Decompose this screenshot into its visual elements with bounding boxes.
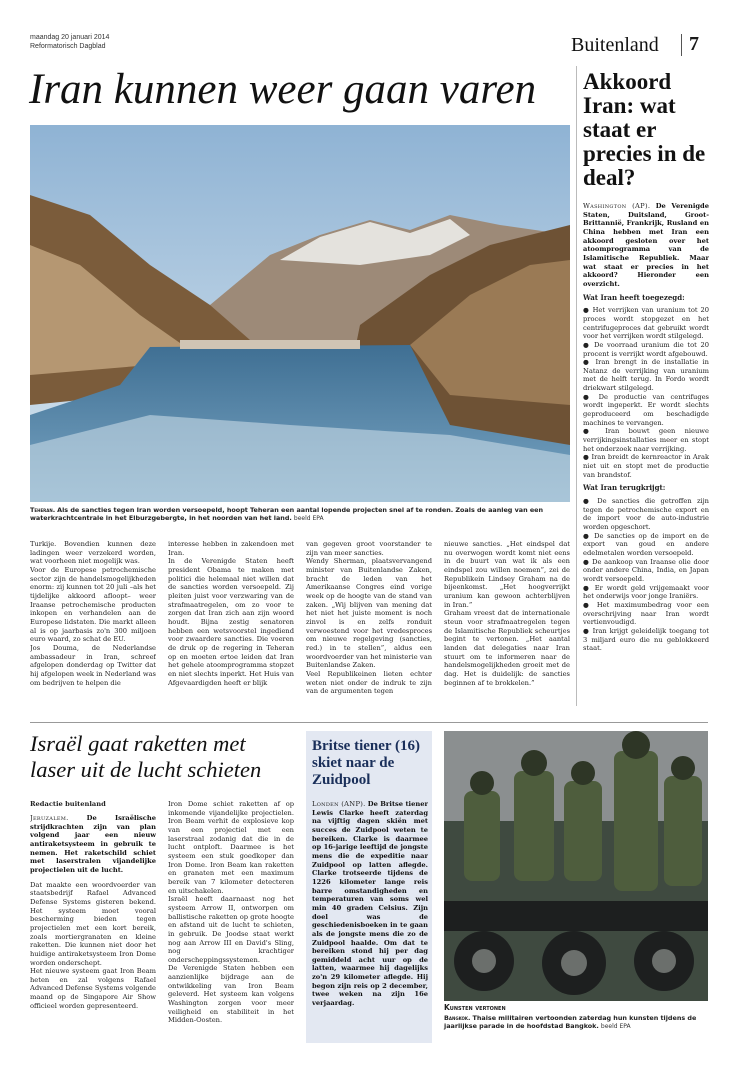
sidebar-subhead-commitments: Wat Iran heeft toegezegd: [583, 292, 685, 302]
sidebar-article [583, 202, 709, 708]
soldiers-photo [444, 731, 708, 1001]
photo2-caption-text: Thaise militairen vertoonden zaterdag hun kunsten tijdens de jaarlijkse parade in de hoofdstad Bangkok. [444, 1014, 697, 1031]
israel-col-2: Iron Dome schiet raketten af op inkomende vijandelijke projectielen. Iron Beam verhit de explosieve kop van een projectiel met een laserstraal zodanig dat die in de lucht ontploft. Daarmee is het systeem een stuk goedkoper dan Iron Dome. Iron Beam kan raketten en granaten met een maximum bereik van 7 kilometer detecteren en uitschakelen. Israël heeft daarnaast nog het systeem Arrow II, ontworpen om ballistische raketten op grote hoogte en afstand uit de lucht te schieten, in gebruik. De Joodse staat werkt nog aan Arrow III en David's Sling, nog krachtiger onderscheppingssystemen. De Verenigde Staten hebben een aanzienlijke bijdrage aan de ontwikkeling van Iron Beam geleverd. Het systeem kan volgens Washington zorgen voor meer veiligheid en stabiliteit in het Midden-Oosten. [168, 800, 294, 1025]
return-item: ● Het maximumbedrag voor een overschrijving naar Iran wordt vertienvoudigd. [583, 600, 709, 627]
sidebar-intro: De Verenigde Staten, Duitsland, Groot-Brittannië, Frankrijk, Rusland en China hebben met Iran een akkoord gesloten over het atoomprogramma van de Islamitische Republiek. Maar wat staat er precies in het akkoord? Hieronder een overzicht. [583, 202, 709, 288]
section-separator [30, 722, 708, 723]
return-item: ● De sancties die getroffen zijn tegen de petrochemische export en de import voor de auto-industrie worden opgeschort. [583, 497, 709, 531]
commitment-item: ● Iran breidt de kernreactor in Arak niet uit en stopt met de productie van brandstof. [583, 453, 709, 479]
sidebar-subhead-returns: Wat Iran terugkrijgt: [583, 483, 666, 493]
main-photo-caption [30, 506, 570, 524]
main-article-col-4: nieuwe sancties. „Het eindspel dat nu overwogen wordt komt niet eens in de buurt van wat ik als een eindspel zou willen noemen”, zei de Republikein Lindsey Graham na de bijeenkomst. „Het hoogverrijkt uranium kan gewoon achterblijven in Iran.” Graham vreest dat de internationale steun voor strafmaatregelen tegen de Islamitische Republiek scheurtjes begint te vertonen. „Het aantal landen dat delegaties naar Iran stuurt om te informeren naar de handelsmogelijkheden groeit met de dag. Het is duidelijk: de sancties beginnen af te brokkelen.” [444, 540, 570, 687]
israel-byline: Redactie buitenland [30, 800, 106, 808]
israel-body-1: Dat maakte een woordvoerder van staatsbedrijf Rafael Advanced Defense Systems gisteren bekend. Het systeem moet vooral bescherming bieden tegen projectielen met een kort bereik, zoals mortiergranaten en kleine raketten. Die kunnen niet door het huidige antiraketsysteem Iron Dome worden onderschept. Het nieuwe systeem gaat Iron Beam heten en zal volgens Rafael Advanced Defense Systems volgende maand op de Singapore Air Show officieel worden gepresenteerd. [30, 880, 156, 1010]
israel-headline-line-1: Israël gaat raketten met [30, 731, 246, 756]
tiener-article [312, 800, 428, 1040]
caption-dateline: Teheran. [30, 506, 56, 514]
main-article-col-2: interesse hebben in zakendoen met Iran. In de Verenigde Staten heeft president Obama te maken met politici die helemaal niet willen dat de sancties worden versoepeld. Zij pleiten juist voor verzwaring van de strafmaatregelen, om zo voor te zorgen dat Iran zich aan zijn woord houdt. Bijna zestig senatoren hebben een wetsvoorstel ingediend voor zwaardere sancties. Die voeren de druk op de regering in Teheran op en moeten ertoe leiden dat Iran het gehele atoomprogramma stopzet en niet slechts inperkt. Het Huis van Afgevaardigden heeft er blijk [168, 540, 294, 687]
commitment-item: ● De voorraad uranium die tot 20 procent is verrijkt wordt afgebouwd. [583, 340, 709, 358]
commitment-item: ● Iran bouwt geen nieuwe verrijkingsinstallaties meer en stopt het onderzoek naar verrijking. [583, 427, 709, 453]
return-item: ● Iran krijgt geleidelijk toegang tot 3 miljard euro die nu geblokkeerd staat. [583, 626, 709, 653]
israel-headline-line-2: laser uit de lucht schieten [30, 757, 262, 782]
israel-col-1 [30, 814, 156, 1044]
page-number: 7 [689, 33, 699, 55]
israel-dateline: Jeruzalem. [30, 814, 69, 822]
tiener-dateline: Londen (ANP). [312, 800, 366, 808]
photo2-caption [444, 1014, 708, 1032]
edition-date: maandag 20 januari 2014 [30, 34, 110, 41]
reservoir-photo [30, 125, 570, 502]
return-item: ● De aankoop van Iraanse olie door onder andere China, India, en Japan wordt versoepeld. [583, 557, 709, 583]
commitment-item: ● De productie van centrifuges wordt ingeperkt. Er wordt slechts geproduceerd om beschadigde machines te vervangen. [583, 392, 709, 427]
sidebar-divider [576, 66, 577, 706]
tiener-body: De Britse tiener Lewis Clarke heeft zaterdag na vijftig dagen skiën met succes de Zuidpool weten te bereiken. Clarke is daarmee op 16-jarige leeftijd de jongste mens die de expeditie naar Zuidpool op latten aflegde. Clarke trotseerde tijdens de 1226 kilometer lange reis barre omstandigheden en temperaturen van soms wel min 40 graden Celsius. Zijn doel was de geschiedenisboeken in te gaan als de jongste mens die zo de Zuidpool haalde. Om dat te bereiken stond hij per dag gemiddeld acht uur op de latten, waarmee hij dagelijks zo'n 29 kilometer aflegde. Hij begon zijn reis op 2 december, twee weken na zijn 16e verjaardag. [312, 800, 428, 1008]
photo2-kicker: Kunsten vertonen [444, 1003, 506, 1012]
commitment-item: ● Iran brengt in de installatie in Natanz de verrijking van uranium met de helft terug. In Fordo wordt driekwart stilgelegd. [583, 358, 709, 393]
tiener-headline: Britse tiener (16) skiet naar de Zuidpool [312, 738, 421, 788]
main-article-col-3: van gegeven groot voorstander te zijn van meer sancties. Wendy Sherman, plaatsvervangend minister van Buitenlandse Zaken, bracht de leden van het Amerikaanse Congres eind vorige week op de hoogte van de stand van zaken. „Wij blijven van mening dat het niet het juiste moment is noch zinvol is en zelfs ronduit verwoestend voor het vredesproces om nieuwe regelgeving (sancties, red.) in te stellen”, aldus een woordvoerder van het ministerie van Buitenlandse Zaken. Veel Republikeinen lieten echter weten niet onder de indruk te zijn van de argumenten tegen [306, 540, 432, 696]
main-headline: Iran kunnen weer gaan varen [29, 66, 537, 113]
return-item: ● Er wordt geld vrijgemaakt voor het onderwijs voor jonge Iraniërs. [583, 583, 709, 601]
caption-credit: beeld EPA [293, 515, 324, 523]
caption-text: Als de sancties tegen Iran worden versoepeld, hoopt Teheran een aantal lopende projecten snel af te ronden. Zoals de aanleg van een waterkrachtcentrale in het Elburzgebergte, in het noorden van het land. [30, 506, 544, 523]
main-article-col-1: Turkije. Bovendien kunnen deze ladingen weer verzekerd worden, wat voorheen niet mogelijk was. Voor de Europese petrochemische sector zijn de handelsmogelijkheden enorm: zij kunnen tot 20 juli –als het tijdelijke akkoord afloopt– weer Iraanse petrochemische producten inkopen en verhandelen aan de Europese lidstaten. Die markt alleen al is op jaarbasis zo'n 300 miljoen euro waard, zo schat de EU. Jos Douma, de Nederlandse ambassadeur in Iran, schreef afgelopen donderdag op Twitter dat hij afgelopen week in Nederland was om bedrijven te helpen die [30, 540, 156, 687]
sidebar-headline: Akkoord Iran: wat staat er precies in de deal? [583, 69, 706, 190]
return-item: ● De sancties op de import en de export van goud en andere edelmetalen worden versoepeld. [583, 531, 709, 557]
newspaper-name: Reformatorisch Dagblad [30, 43, 106, 50]
photo2-dateline: Bangkok. [444, 1014, 471, 1022]
sidebar-dateline: Washington (AP). [583, 202, 651, 210]
israel-lead: De Israëlische strijdkrachten zijn van plan volgend jaar een nieuw antiraketsysteem in gebruik te nemen. Het raketschild schiet met laserstralen vijandelijke projectielen uit de lucht. [30, 814, 156, 874]
masthead-divider [681, 34, 682, 56]
commitment-item: ● Het verrijken van uranium tot 20 proces wordt stopgezet en het centrifugeproces dat gebruikt wordt voor het verrijken wordt stilgelegd. [583, 306, 709, 341]
section-title: Buitenland [571, 34, 659, 56]
photo2-credit: beeld EPA [600, 1023, 631, 1031]
